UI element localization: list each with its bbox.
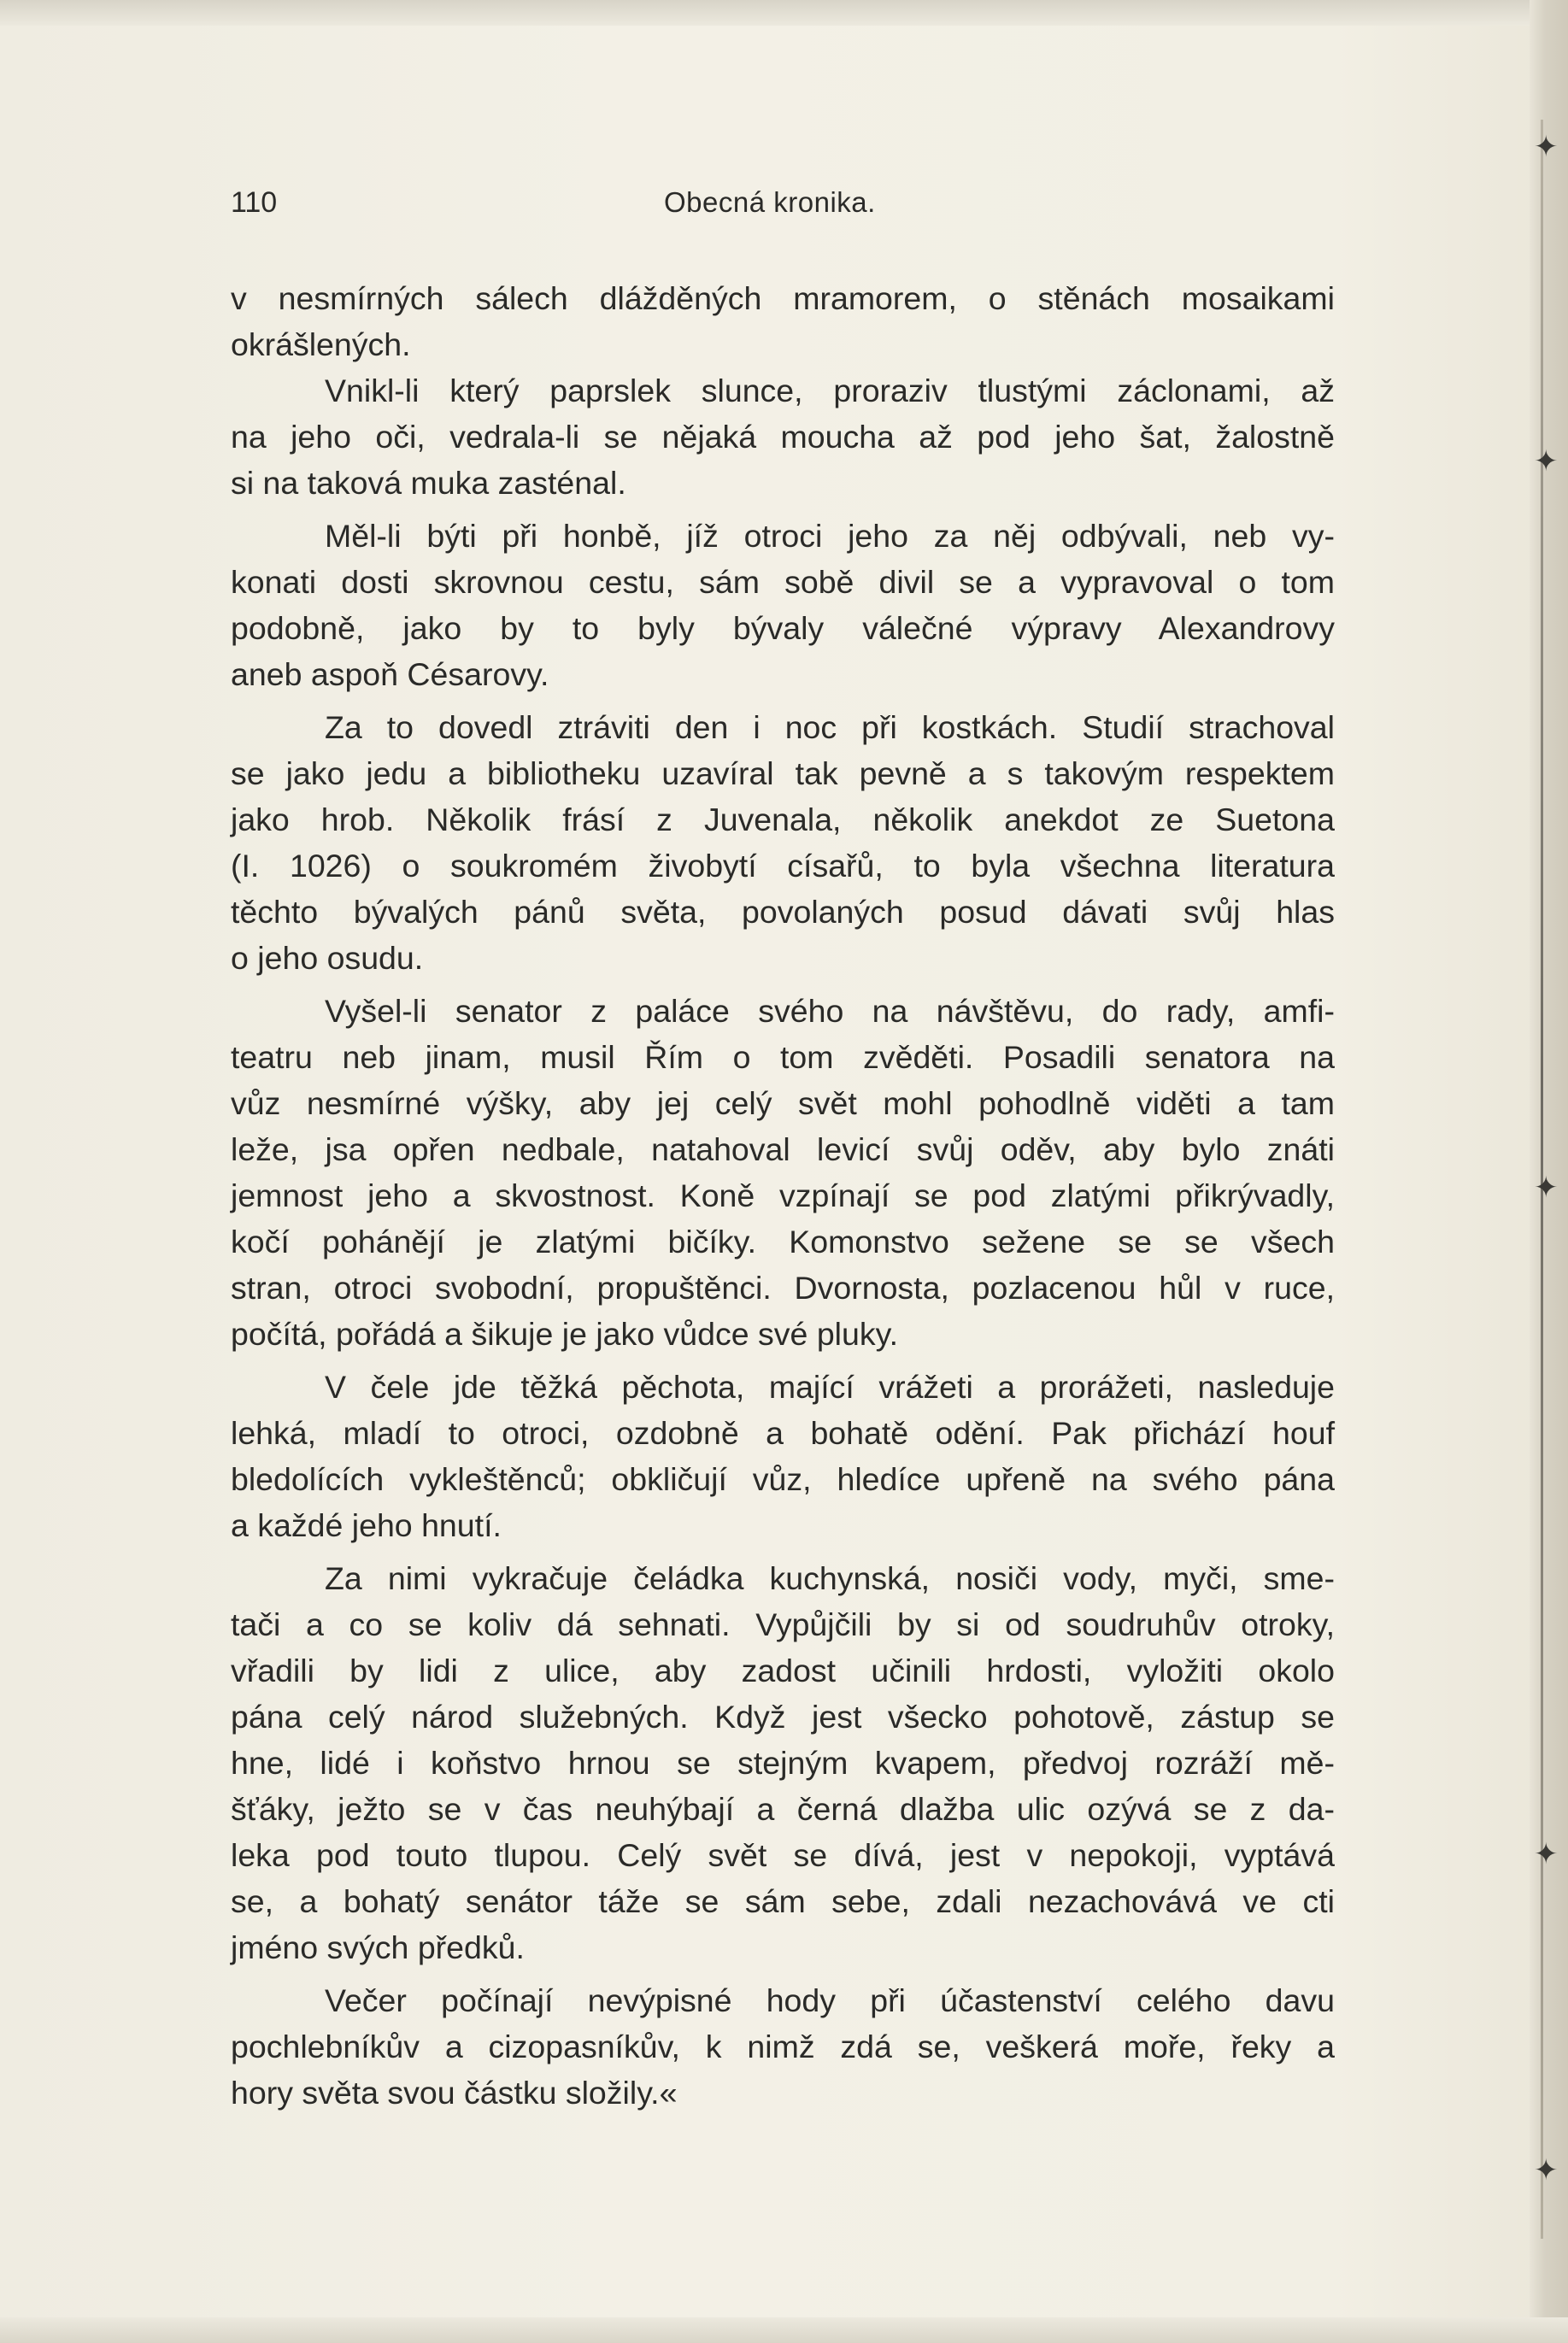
text-line: V čele jde těžká pěchota, mající vrážeti a prorážeti, nasleduje xyxy=(325,1369,1335,1405)
text-line: pána celý národ služebných. Když jest všecko pohotově, zástup se xyxy=(231,1699,1335,1735)
text-line: Za nimi vykračuje čeládka kuchynská, nosiči vody, myči, sme- xyxy=(325,1560,1335,1596)
text-line: stran, otroci svobodní, propuštěnci. Dvornosta, pozlacenou hůl v ruce, xyxy=(231,1270,1335,1306)
text-line: leka pod touto tlupou. Celý svět se dívá, jest v nepokoji, vyptává xyxy=(231,1837,1335,1873)
page-number: 110 xyxy=(231,186,278,219)
text-line: konati dosti skrovnou cestu, sám sobě divil se a vypravoval o tom xyxy=(231,564,1335,600)
text-line: se jako jedu a bibliotheku uzavíral tak pevně a s takovým respektem xyxy=(231,755,1335,791)
paragraph xyxy=(231,1555,1335,1970)
running-title: Obecná kronika. xyxy=(664,186,876,218)
text-line: si na taková muka zasténal. xyxy=(231,465,626,501)
text-line: lehká, mladí to otroci, ozdobně a bohatě odění. Pak přichází houf xyxy=(231,1415,1335,1451)
text-line: o jeho osudu. xyxy=(231,940,424,976)
text-line: vůz nesmírné výšky, aby jej celý svět mohl pohodlně viděti a tam xyxy=(231,1085,1335,1121)
text-line: v nesmírných sálech dlážděných mramorem, o stěnách mosaikami xyxy=(231,280,1335,316)
paragraph xyxy=(231,275,1335,367)
paragraph xyxy=(231,1977,1335,2116)
page-header xyxy=(231,181,1342,224)
text-line: aneb aspoň Césarovy. xyxy=(231,656,549,692)
body-text xyxy=(231,275,1335,2116)
text-line: kočí pohánějí je zlatými bičíky. Komonstvo sežene se se všech xyxy=(231,1224,1335,1260)
binding-ornament-icon: ✦ xyxy=(1534,1837,1559,1871)
text-line: počítá, pořádá a šikuje je jako vůdce své pluky. xyxy=(231,1316,898,1352)
binding-ornament-icon: ✦ xyxy=(1534,130,1559,164)
page-top-edge xyxy=(0,0,1538,26)
text-line: teatru neb jinam, musil Řím o tom zvěděti. Posadili senatora na xyxy=(231,1039,1335,1075)
paragraph xyxy=(231,704,1335,981)
text-line: vřadili by lidi z ulice, aby zadost učinili hrdosti, vyložiti okolo xyxy=(231,1653,1335,1688)
text-line: bledolících vykleštěnců; obkličují vůz, hledíce upřeně na svého pána xyxy=(231,1461,1335,1497)
text-line: Měl-li býti při honbě, jíž otroci jeho za něj odbývali, neb vy- xyxy=(325,518,1335,554)
text-line: Večer počínají nevýpisné hody při účastenství celého davu xyxy=(325,1982,1335,2018)
paragraph xyxy=(231,513,1335,697)
text-line: Vnikl-li který paprslek slunce, proraziv tlustými záclonami, až xyxy=(325,373,1335,408)
text-line: jméno svých předků. xyxy=(231,1929,525,1965)
text-line: (I. 1026) o soukromém živobytí císařů, to byla všechna literatura xyxy=(231,848,1335,884)
page-bottom-edge xyxy=(0,2317,1568,2343)
text-line: Za to dovedl ztráviti den i noc při kostkách. Studií strachoval xyxy=(325,709,1335,745)
paragraph xyxy=(231,1364,1335,1548)
text-line: na jeho oči, vedrala-li se nějaká moucha až pod jeho šat, žalostně xyxy=(231,419,1335,455)
text-line: okrášlených. xyxy=(231,326,411,362)
text-line: se, a bohatý senátor táže se sám sebe, zdali nezachovává ve cti xyxy=(231,1883,1335,1919)
binding-ornament-icon: ✦ xyxy=(1534,444,1559,479)
text-line: leže, jsa opřen nedbale, natahoval levicí svůj oděv, aby bylo znáti xyxy=(231,1131,1335,1167)
paragraph xyxy=(231,988,1335,1357)
text-line: hne, lidé i koňstvo hrnou se stejným kvapem, předvoj rozráží mě- xyxy=(231,1745,1335,1781)
text-line: jemnost jeho a skvostnost. Koně vzpínají se pod zlatými přikrývadly, xyxy=(231,1177,1335,1213)
text-line: jako hrob. Několik frásí z Juvenala, několik anekdot ze Suetona xyxy=(231,802,1335,837)
text-line: pochlebníkův a cizopasníkův, k nimž zdá se, veškerá moře, řeky a xyxy=(231,2029,1335,2064)
binding-ornament-icon: ✦ xyxy=(1534,2153,1559,2187)
text-line: šťáky, ježto se v čas neuhýbají a černá dlažba ulic ozývá se z da- xyxy=(231,1791,1335,1827)
text-line: těchto bývalých pánů světa, povolaných posud dávati svůj hlas xyxy=(231,894,1335,930)
paragraph xyxy=(231,367,1335,506)
text-line: hory světa svou částku složily.« xyxy=(231,2075,678,2111)
text-line: tači a co se koliv dá sehnati. Vypůjčili by si od soudruhův otroky, xyxy=(231,1606,1335,1642)
text-line: podobně, jako by to byly bývaly válečné výpravy Alexandrovy xyxy=(231,610,1335,646)
binding-ornament-icon: ✦ xyxy=(1534,1171,1559,1205)
text-line: a každé jeho hnutí. xyxy=(231,1507,502,1543)
text-line: Vyšel-li senator z paláce svého na návštěvu, do rady, amfi- xyxy=(325,993,1335,1029)
